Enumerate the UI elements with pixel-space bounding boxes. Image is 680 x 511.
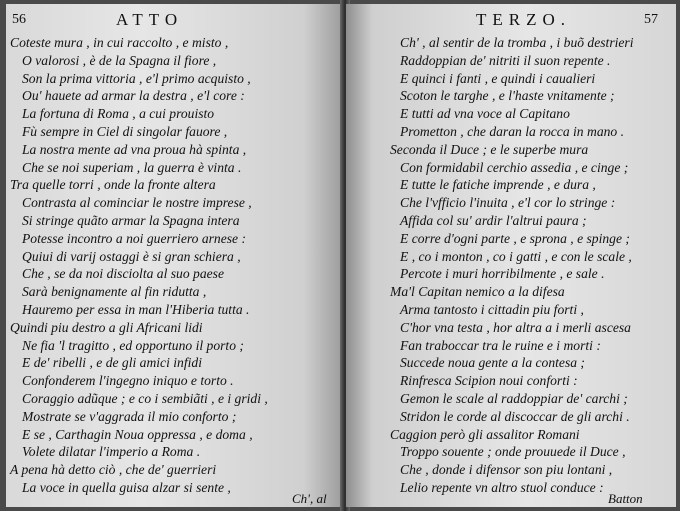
verse-line: Stridon le corde al discoccar de gli archi . (400, 408, 630, 424)
verse-line: Contrasta al cominciar le nostre imprese , (22, 195, 252, 211)
verse-line: Coraggio adũque ; e co i sembiãti , e i gridi , (22, 390, 268, 406)
verse-line: Affida col su' ardir l'altrui paura ; (400, 212, 587, 228)
verse-line: Son la prima vittoria , e'l primo acquisto , (22, 70, 251, 86)
verse-line: Che l'vfficio l'inuita , e'l cor lo stringe : (400, 195, 616, 211)
verse-line: Arma tantosto i cittadin piu forti , (400, 301, 584, 317)
verse-line: Scoton le targhe , e l'haste vnitamente ; (400, 88, 615, 104)
verse-line: Potesse incontro a noi guerriero arnese : (22, 230, 247, 246)
verse-line: Sarà benignamente al fin ridutta , (22, 284, 207, 300)
verse-line: E tutte le fatiche imprende , e dura , (400, 177, 596, 193)
verse-line: Troppo souente ; onde prouuede il Duce , (400, 444, 626, 460)
verse-line: E tutti ad vna voce al Capitano (400, 106, 570, 122)
verse-line: E , co i monton , co i gatti , e con le scale , (400, 248, 632, 264)
verse-line: Ch' , al sentir de la tromba , i buõ destrieri (400, 35, 634, 50)
verse-line: Quiui di varij ostaggi è si gran schiera , (22, 248, 241, 264)
verse-line: C'hor vna testa , hor altra a i merli ascesa (400, 319, 631, 335)
verse-line: Succede noua gente a la contesa ; (400, 355, 585, 371)
verse-line: Quindi piu destro a gli Africani lidi (10, 319, 203, 335)
verse-line: Fù sempre in Ciel di singolar fauore , (22, 123, 228, 139)
right-verse-lines (346, 34, 676, 497)
left-page-number: 56 (12, 12, 26, 27)
verse-line: E corre d'ogni parte , e sprona , e spinge ; (400, 230, 630, 246)
verse-line: Caggion però gli assalitor Romani (390, 426, 580, 442)
verse-line: Si stringe quãto armar la Spagna intera (22, 212, 240, 228)
verse-line: Fan traboccar tra le ruine e i morti : (400, 337, 601, 353)
verse-line: Prometton , che daran la rocca in mano . (400, 123, 625, 139)
verse-line: Hauremo per essa in man l'Hiberia tutta . (22, 301, 250, 317)
verse-line: Tra quelle torri , onde la fronte altera (10, 177, 216, 193)
verse-line: E quinci i fanti , e quindi i caualieri (400, 70, 596, 86)
verse-line: Ne fia 'l tragitto , ed opportuno il porto ; (22, 337, 244, 353)
left-catchword: Ch', al (292, 491, 327, 506)
verse-line: Che , donde i difensor son piu lontani , (400, 462, 613, 478)
left-verse-lines (6, 34, 344, 497)
verse-line: O valorosi , è de la Spagna il fiore , (22, 52, 217, 68)
left-running-header: ATTO (116, 10, 184, 29)
verse-line: E de' ribelli , e de gli amici infidi (22, 355, 202, 371)
verse-line: E se , Carthagin Noua oppressa , e doma , (22, 426, 253, 442)
verse-line: Con formidabil cerchio assedia , e cinge ; (400, 159, 629, 175)
verse-line: La voce in quella guisa alzar si sente , (22, 479, 231, 495)
right-running-header: TERZO. (476, 10, 572, 29)
verse-line: A pena hà detto ciò , che de' guerrieri (10, 462, 217, 478)
verse-line: Coteste mura , in cui raccolto , e misto , (10, 35, 229, 50)
verse-line: Raddoppian de' nitriti il suon repente . (400, 52, 611, 68)
verse-line: Lelio repente vn altro stuol conduce : (400, 479, 604, 495)
verse-line: Rinfresca Scipion noui conforti : (400, 373, 578, 389)
verse-line: Che , se da noi disciolta al suo paese (22, 266, 225, 282)
left-page (6, 4, 344, 507)
verse-line: Confonderem l'ingegno iniquo e torto . (22, 373, 234, 389)
verse-line: Seconda il Duce ; e le superbe mura (390, 141, 589, 157)
right-catchword: Batton (608, 491, 643, 506)
verse-line: Ou' hauete ad armar la destra , e'l core : (22, 88, 245, 104)
right-page-number: 57 (644, 12, 658, 27)
verse-line: Mostrate se v'aggrada il mio conforto ; (22, 408, 237, 424)
verse-line: Gemon le scale al raddoppiar de' carchi ; (400, 390, 628, 406)
verse-line: Che se noi superiam , la guerra è vinta . (22, 159, 242, 175)
verse-line: La fortuna di Roma , a cui prouisto (22, 106, 215, 122)
verse-line: Ma'l Capitan nemico a la difesa (390, 284, 565, 300)
verse-line: Volete dilatar l'imperio a Roma . (22, 444, 201, 460)
verse-line: La nostra mente ad vna proua hà spinta , (22, 141, 247, 157)
verse-line: Percote i muri horribilmente , e sale . (400, 266, 605, 282)
right-page (346, 4, 676, 507)
